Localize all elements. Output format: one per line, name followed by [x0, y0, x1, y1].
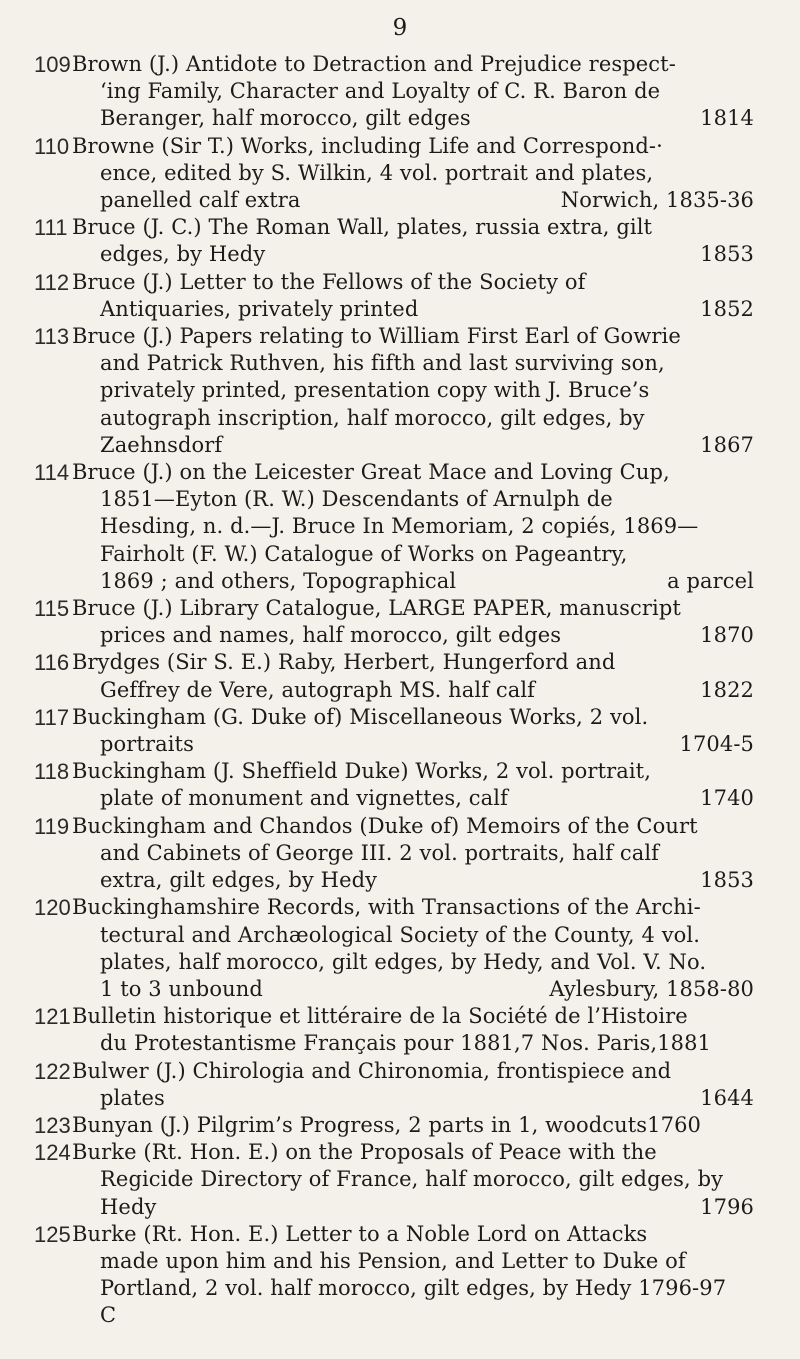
entry-line: and Cabinets of George III. 2 vol. portraits, half calf: [100, 840, 660, 865]
entry-line: [72, 622, 754, 649]
lot-number: 112: [34, 269, 70, 295]
lot-number: 123: [34, 1112, 71, 1138]
lot-number: 111: [34, 215, 68, 241]
entry-description: [72, 1058, 754, 1112]
entry-date: Aylesbury, 1858-80: [549, 976, 754, 1001]
lot-number: 118: [34, 759, 70, 785]
entry-description: [72, 758, 754, 812]
catalogue-entry: [0, 813, 800, 895]
entry-date: 1704-5: [679, 732, 754, 757]
entry-line: Burke (Rt. Hon. E.) Letter to a Noble Lord on Attacks: [72, 1221, 648, 1246]
entry-line-text: Hedy: [100, 1194, 157, 1219]
entry-line-text: Beranger, half morocco, gilt edges: [100, 106, 471, 131]
entry-line: privately printed, presentation copy with J. Bruce’s: [100, 378, 650, 403]
entry-line: tectural and Archæological Society of the County, 4 vol.: [100, 922, 700, 947]
lot-number: 109: [34, 52, 71, 77]
catalogue-entry: [0, 51, 800, 133]
entry-line-text: plate of monument and vignettes, calf: [100, 786, 508, 811]
entry-line: ence, edited by S. Wilkin, 4 vol. portrait and plates,: [100, 160, 654, 185]
entry-line: Bruce (J.) Papers relating to William First Earl of Gowrie: [72, 324, 681, 349]
entry-line-text: Antiquaries, privately printed: [100, 296, 419, 321]
catalogue-entry: [0, 323, 800, 459]
entry-line: Bruce (J.) on the Leicester Great Mace and Loving Cup,: [72, 460, 670, 485]
entry-line: Bruce (J.) Library Catalogue, LARGE PAPER, manuscript: [72, 596, 681, 621]
catalogue-entry: [0, 649, 800, 703]
entry-date: 1853: [700, 242, 754, 267]
catalogue-entry: [0, 459, 800, 595]
entry-line: ‘ing Family, Character and Loyalty of C. R. Baron de: [100, 79, 661, 104]
entry-line: [72, 867, 754, 894]
entry-date: 1822: [700, 677, 754, 702]
entry-date: 1852: [700, 296, 754, 321]
entry-line: [72, 568, 754, 595]
catalogue-entry: [0, 595, 800, 649]
entry-description: [72, 813, 754, 895]
lot-number: 116: [34, 650, 70, 676]
entry-line: Brydges (Sir S. E.) Raby, Herbert, Hungerford and: [72, 650, 616, 675]
lot-number: 110: [34, 133, 70, 159]
catalogue-entry: [0, 269, 800, 323]
entry-date: Norwich, 1835-36: [560, 188, 754, 213]
entry-line: Hesding, n. d.—J. Bruce In Memoriam, 2 copiés, 1869—: [100, 514, 699, 539]
entry-date: 1853: [700, 868, 754, 893]
entry-description: [72, 459, 754, 595]
entry-line: Fairholt (F. W.) Catalogue of Works on Pageantry,: [100, 541, 628, 566]
entry-line: Bulwer (J.) Chirologia and Chironomia, frontispiece and: [72, 1058, 672, 1083]
entry-description: [72, 1112, 754, 1139]
entry-date: 1870: [700, 623, 754, 648]
entry-line: Bunyan (J.) Pilgrim’s Progress, 2 parts in 1, woodcuts1760: [72, 1112, 702, 1137]
entry-description: [72, 595, 754, 649]
entry-line: Buckingham (J. Sheffield Duke) Works, 2 vol. portrait,: [72, 759, 651, 784]
entry-line: autograph inscription, half morocco, gilt edges, by: [100, 405, 645, 430]
entry-line: Bulletin historique et littéraire de la Société de l’Histoire: [72, 1004, 688, 1029]
entry-description: [72, 704, 754, 758]
catalogue-entry: [0, 704, 800, 758]
entry-line: [72, 677, 754, 704]
entry-description: [72, 1221, 754, 1330]
entry-date: 1796: [700, 1194, 754, 1219]
catalogue-entry: [0, 894, 800, 1003]
lot-number: 121: [34, 1004, 71, 1030]
entry-line: plates, half morocco, gilt edges, by Hedy, and Vol. V. No.: [100, 949, 707, 974]
entry-description: [72, 323, 754, 459]
entry-description: [72, 214, 754, 268]
entry-line-text: plates: [100, 1085, 165, 1110]
entry-line: [72, 105, 754, 132]
entry-date: 1740: [700, 786, 754, 811]
lot-number: 115: [34, 596, 70, 622]
entry-description: [72, 1003, 754, 1057]
lot-number: 125: [34, 1221, 71, 1247]
entry-line: 1851—Eyton (R. W.) Descendants of Arnulph de: [100, 487, 613, 512]
entry-line: Browne (Sir T.) Works, including Life and Correspond-·: [72, 133, 663, 158]
catalogue-entry: [0, 1112, 800, 1139]
entry-line: Bruce (J. C.) The Roman Wall, plates, russia extra, gilt: [72, 215, 653, 240]
entry-line-text: 1869 ; and others, Topographical: [100, 568, 457, 593]
entry-date: 1814: [700, 106, 754, 131]
catalogue-entry: [0, 214, 800, 268]
entry-date: 1644: [700, 1085, 754, 1110]
entry-date: 1867: [700, 432, 754, 457]
lot-number: 124: [34, 1140, 71, 1166]
entry-line: Buckingham (G. Duke of) Miscellaneous Works, 2 vol.: [72, 704, 649, 729]
entry-description: [72, 649, 754, 703]
page-number: 9: [392, 15, 408, 41]
entry-line: Burke (Rt. Hon. E.) on the Proposals of Peace with the: [72, 1140, 657, 1165]
entry-line: [72, 1085, 754, 1112]
entry-line: [72, 976, 754, 1003]
entry-line-text: prices and names, half morocco, gilt edges: [100, 623, 562, 648]
catalogue-entry: [0, 758, 800, 812]
catalogue-entry: [0, 1058, 800, 1112]
lot-number: 113: [34, 324, 70, 350]
entry-description: [72, 894, 754, 1003]
entry-description: [72, 1139, 754, 1221]
entry-line-text: Geffrey de Vere, autograph MS. half calf: [100, 677, 536, 702]
entry-line: du Protestantisme Français pour 1881,7 Nos. Paris,1881: [100, 1031, 712, 1056]
entry-line: C: [100, 1303, 117, 1328]
entry-description: [72, 133, 754, 215]
catalogue-entries: [0, 51, 800, 1330]
entry-line: made upon him and his Pension, and Letter to Duke of: [100, 1248, 686, 1273]
entry-line: [72, 241, 754, 268]
entry-line: Regicide Directory of France, half morocco, gilt edges, by: [100, 1167, 724, 1192]
entry-line-text: edges, by Hedy: [100, 242, 266, 267]
entry-line: [72, 432, 754, 459]
catalogue-entry: [0, 1003, 800, 1057]
lot-number: 122: [34, 1058, 71, 1084]
lot-number: 117: [34, 704, 70, 730]
entry-line: [72, 731, 754, 758]
entry-line: and Patrick Ruthven, his fifth and last surviving son,: [100, 351, 665, 376]
catalogue-entry: [0, 1139, 800, 1221]
entry-line: Portland, 2 vol. half morocco, gilt edges, by Hedy 1796-97: [100, 1276, 727, 1301]
entry-line-text: extra, gilt edges, by Hedy: [100, 868, 378, 893]
entry-date: a parcel: [667, 568, 754, 593]
entry-line: Bruce (J.) Letter to the Fellows of the Society of: [72, 269, 586, 294]
entry-description: [72, 269, 754, 323]
entry-line: Buckingham and Chandos (Duke of) Memoirs of the Court: [72, 813, 698, 838]
entry-line: [72, 1194, 754, 1221]
lot-number: 120: [34, 895, 71, 921]
entry-line-text: panelled calf extra: [100, 188, 301, 213]
entry-description: [72, 51, 754, 133]
entry-line: [72, 187, 754, 214]
entry-line: [72, 296, 754, 323]
lot-number: 119: [34, 813, 70, 839]
catalogue-entry: [0, 1221, 800, 1330]
entry-line-text: 1 to 3 unbound: [100, 976, 263, 1001]
entry-line-text: Zaehnsdorf: [100, 432, 223, 457]
entry-line: Brown (J.) Antidote to Detraction and Prejudice respect-: [72, 52, 676, 76]
entry-line: [72, 785, 754, 812]
catalogue-entry: [0, 133, 800, 215]
entry-line: Buckinghamshire Records, with Transactions of the Archi-: [72, 895, 701, 920]
entry-line-text: portraits: [100, 732, 194, 757]
lot-number: 114: [34, 460, 70, 486]
